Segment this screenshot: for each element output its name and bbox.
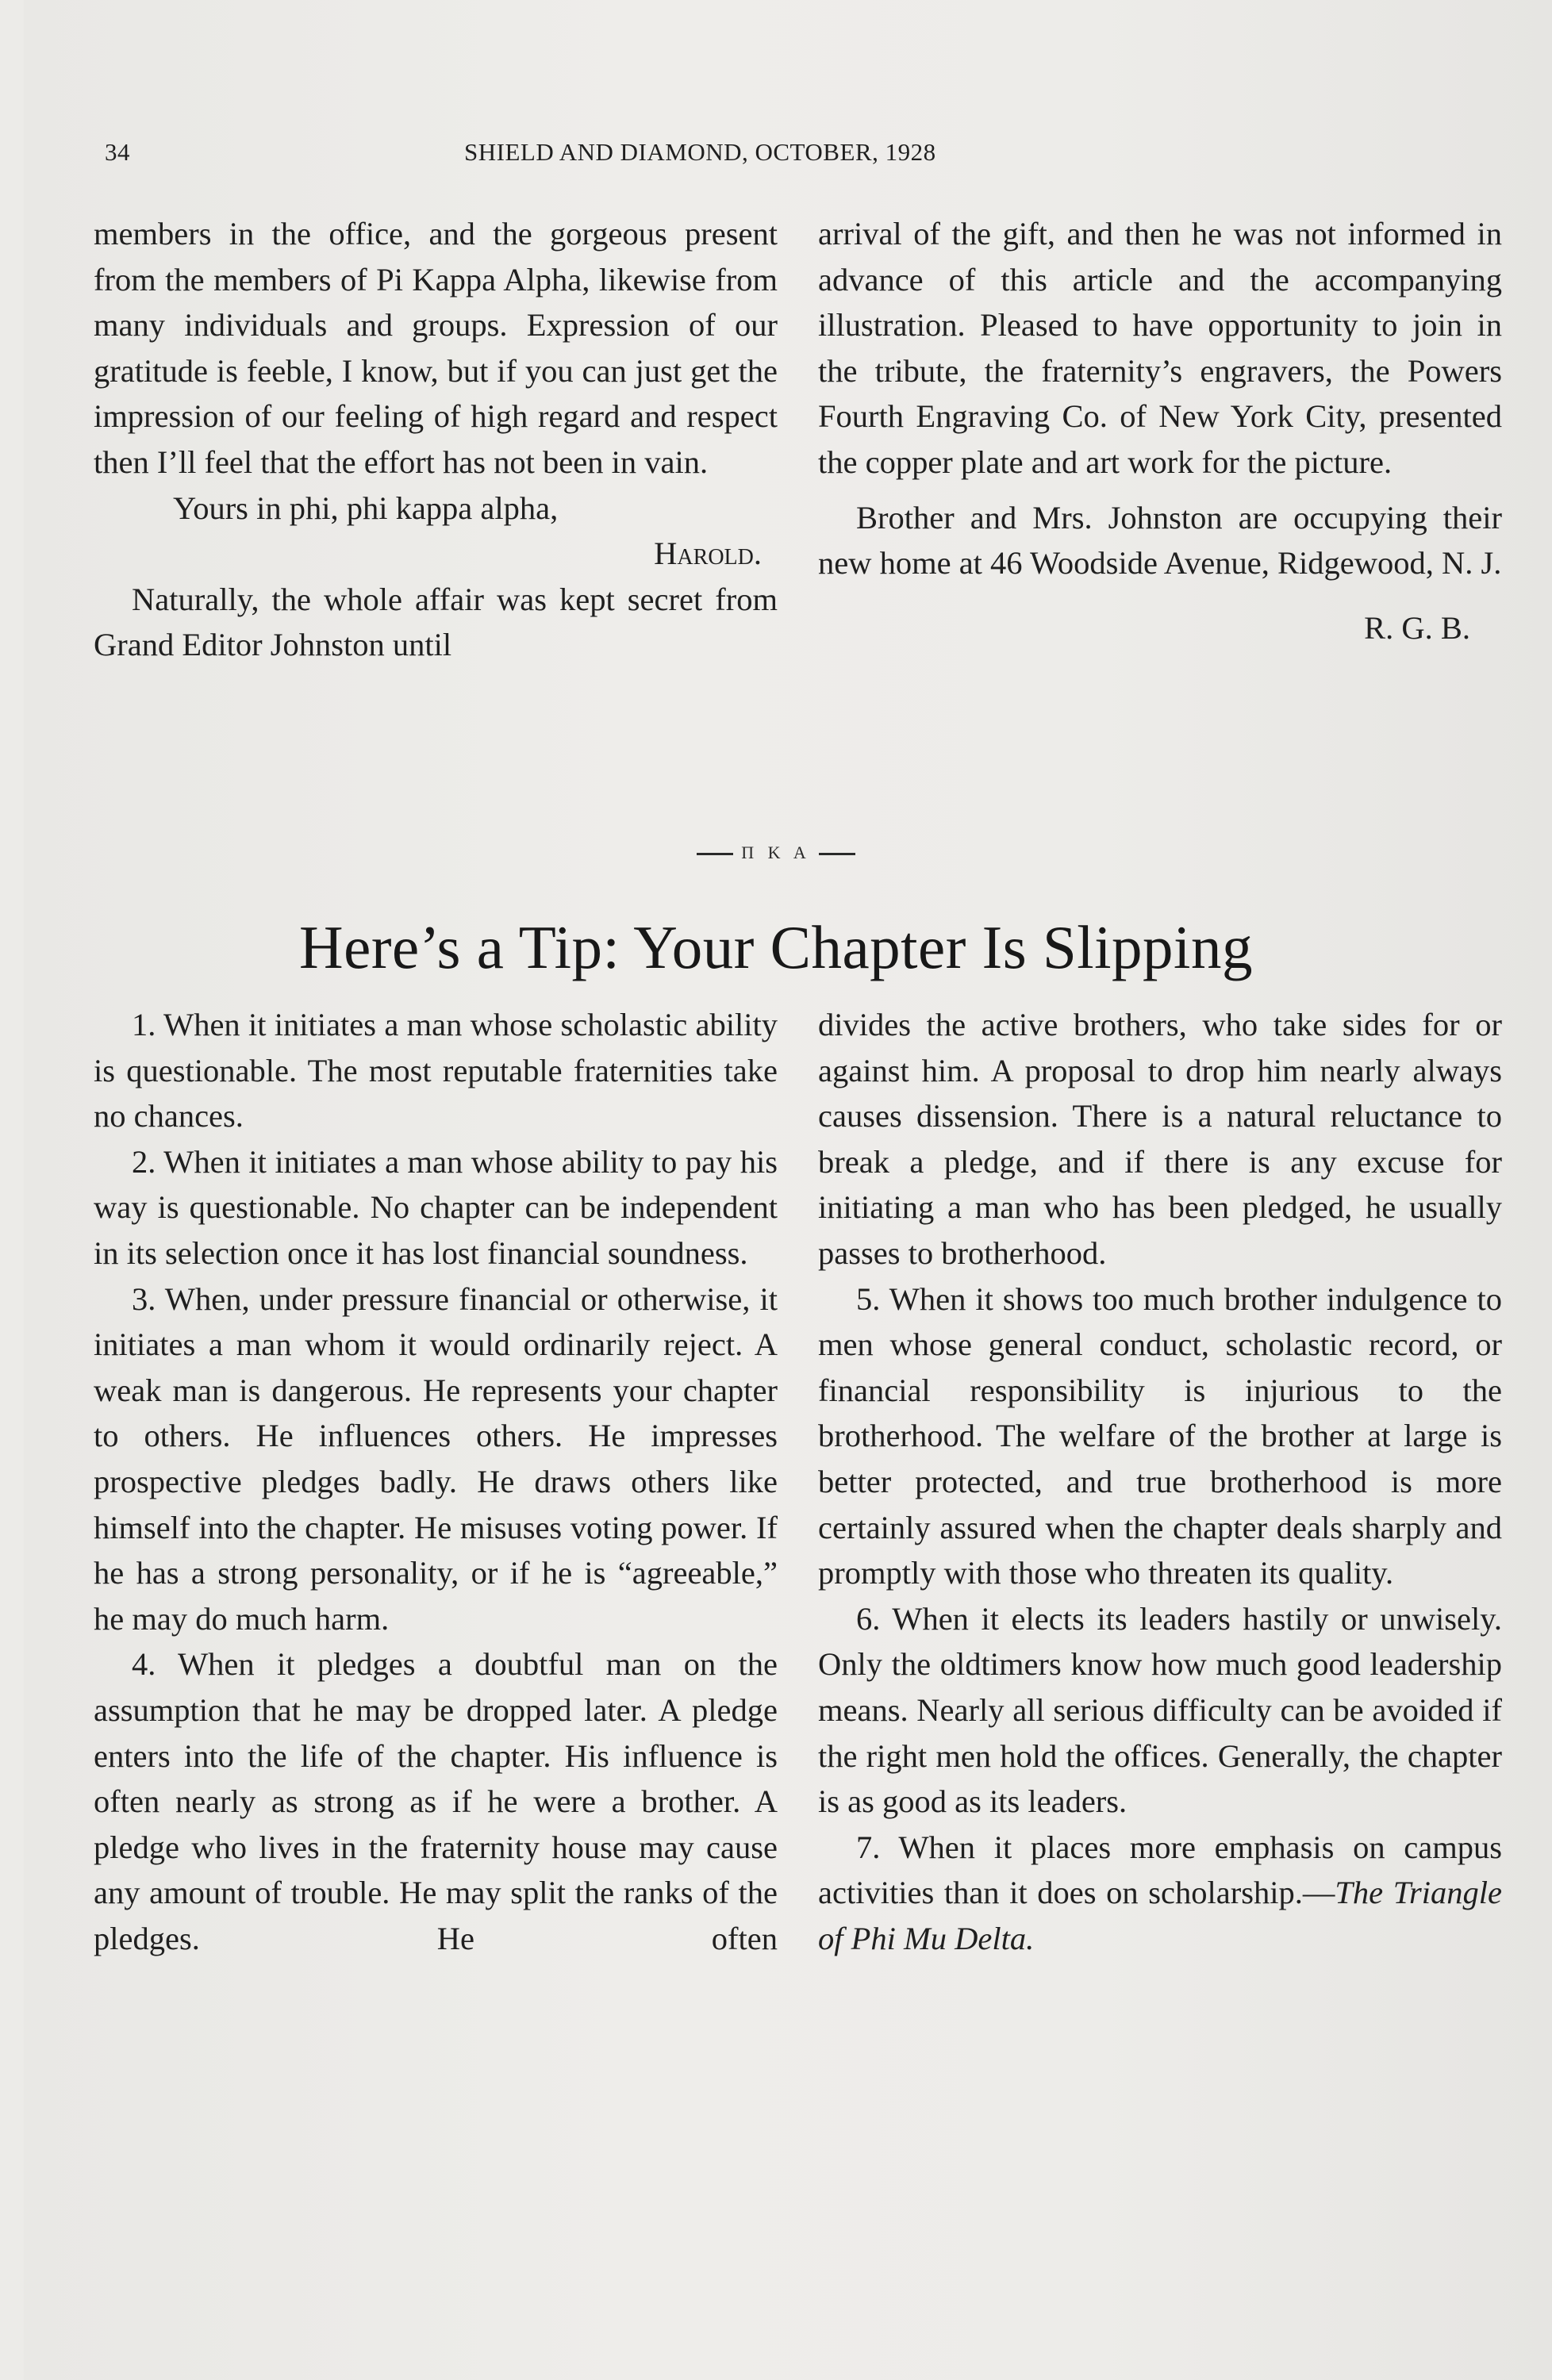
previous-article-paragraph: Naturally, the whole affair was kept secret from Grand Editor Johnston until xyxy=(94,581,778,663)
running-head xyxy=(0,138,1552,178)
list-item: 3. When, under pressure financial or otherwise, it initiates a man whom it would ordinarily reject. A weak man is dangerous. He represents your chapter to others. He influences others. He impresses prospective pledges badly. He draws others like himself into the chapter. He misuses voting power. If he has a strong personality, or if he is “agreeable,” he may do much harm. xyxy=(94,1280,778,1637)
list-item: 2. When it initiates a man whose ability to pay his way is questionable. No chapter can be independent in its selection once it has lost financial soundness. xyxy=(94,1143,778,1271)
list-item: 1. When it initiates a man whose scholastic ability is questionable. The most reputable fraternities take no chances. xyxy=(94,1007,778,1134)
previous-article-right-column xyxy=(818,211,1502,651)
previous-article-paragraph: arrival of the gift, and then he was not informed in advance of this article and the accompanying illustration. Pleased to have opportunity to join in the tribute, the fraternity’s engravers, the Powers Fourth Engraving Co. of New York City, presented the copper plate and art work for the picture. xyxy=(818,216,1502,480)
author-initials: R. G. B. xyxy=(1364,609,1470,646)
letter-closing: Yours in phi, phi kappa alpha, xyxy=(173,489,559,526)
publication-title: SHIELD AND DIAMOND, OCTOBER, 1928 xyxy=(464,138,936,166)
article-headline: Here’s a Tip: Your Chapter Is Slipping xyxy=(299,913,1253,981)
list-item: 6. When it elects its leaders hastily or unwisely. Only the oldtimers know how much good leadership means. Nearly all serious difficulty can be avoided if the right men hold the offices. Generally, the chapter is as good as its leaders. xyxy=(818,1600,1502,1820)
letter-signature: Harold. xyxy=(654,536,762,572)
source-citation: The Triangle of Phi Mu Delta. xyxy=(818,1875,1503,1956)
list-item-continued: divides the active brothers, who take sides for or against him. A proposal to drop him nearly always causes dissension. There is a natural reluctance to break a pledge, and if there is any excuse for initiating a man who has been pledged, he usually passes to brotherhood. xyxy=(818,1007,1502,1271)
divider-rule-left xyxy=(697,853,733,855)
article-right-column xyxy=(818,1002,1502,1961)
article-left-column xyxy=(94,1002,778,1961)
previous-article-paragraph: members in the office, and the gorgeous present from the members of Pi Kappa Alpha, likewise from many individuals and groups. Expression of our gratitude is feeble, I know, but if you can just get the impression of our feeling of high regard and respect then I’ll feel that the effort has not been in vain. xyxy=(94,216,778,480)
list-item: 5. When it shows too much brother indulgence to men whose general conduct, scholastic record, or financial responsibility is injurious to the brotherhood. The welfare of the brother at large is better protected, and true brotherhood is more certainly assured when the chapter deals sharply and promptly with those who threaten its quality. xyxy=(818,1280,1502,1591)
divider-rule-right xyxy=(819,853,855,855)
list-item xyxy=(818,1825,1502,1962)
list-item-text: 7. When it places more emphasis on campus activities than it does on scholarship.— xyxy=(818,1829,1502,1911)
fraternity-letters: Π K A xyxy=(741,843,811,862)
previous-article-paragraph: Brother and Mrs. Johnston are occupying their new home at 46 Woodside Avenue, Ridgewood, N. J. xyxy=(818,499,1502,582)
previous-article-left-column xyxy=(94,211,778,668)
list-item: 4. When it pledges a doubtful man on the assumption that he may be dropped later. A pledge enters into the life of the chapter. His influence is often nearly as strong as if he were a brother. A pledge who lives in the fraternity house may cause any amount of trouble. He may split the ranks of the pledges. He often xyxy=(94,1646,778,1956)
page-number: 34 xyxy=(105,138,130,166)
section-divider xyxy=(0,843,1552,863)
